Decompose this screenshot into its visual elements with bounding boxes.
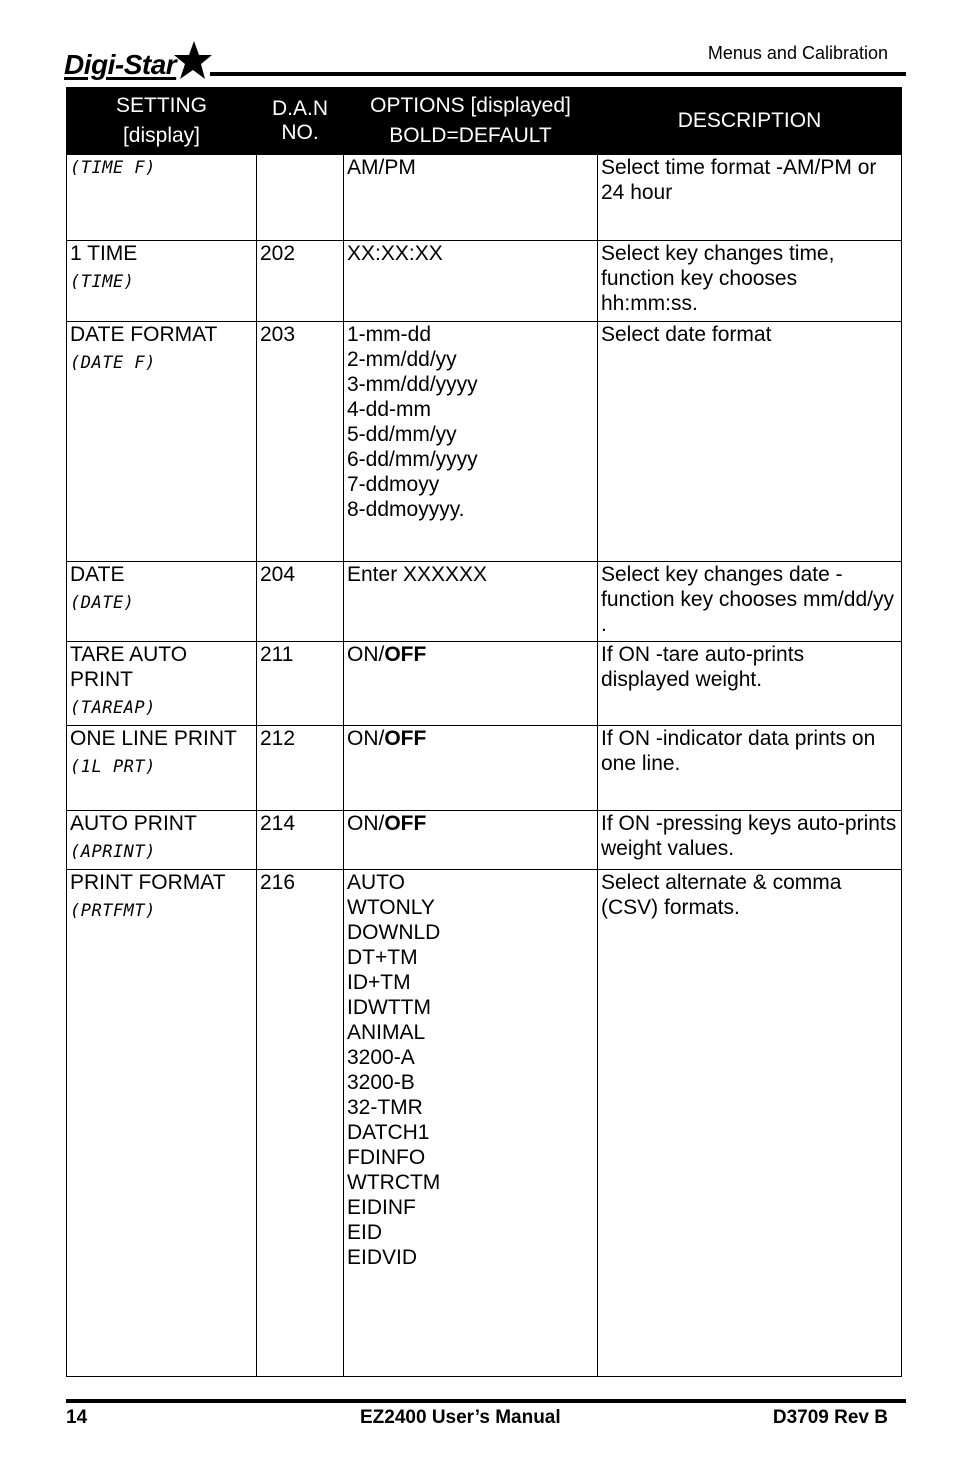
dan-cell: 202 [257, 241, 344, 322]
setting-name: TARE AUTO PRINT [70, 643, 188, 691]
setting-name: AUTO PRINT [70, 812, 197, 835]
option-item: EIDVID [347, 1246, 418, 1269]
option-item: 1-mm-dd [347, 323, 432, 346]
display-code: (PRTFMT) [70, 901, 156, 921]
display-code: (TIME F) [70, 158, 156, 178]
option-item: 6-dd/mm/yyyy [347, 448, 478, 471]
description-cell: If ON -tare auto-prints displayed weight. [598, 642, 902, 726]
star-icon [172, 40, 212, 80]
dan-cell: 214 [257, 811, 344, 870]
header-rule [210, 72, 906, 76]
setting-name: 1 TIME [70, 242, 138, 265]
dan-cell: 216 [257, 870, 344, 1377]
description-cell: Select key changes date - function key chooses mm/dd/yy . [598, 562, 902, 642]
setting-name: PRINT FORMAT [70, 871, 226, 894]
options-cell [344, 642, 598, 726]
options-header-line2: BOLD=DEFAULT [389, 124, 552, 147]
option-item: DOWNLD [347, 921, 441, 944]
setting-cell [67, 241, 257, 322]
option-item: XX:XX:XX [347, 242, 443, 265]
option-item: 5-dd/mm/yy [347, 423, 457, 446]
option-default: OFF [384, 643, 427, 666]
setting-cell [67, 155, 257, 241]
table-row [67, 562, 902, 642]
option-item: ANIMAL [347, 1021, 426, 1044]
settings-table [66, 87, 902, 1377]
table-row [67, 642, 902, 726]
options-cell [344, 562, 598, 642]
option-item: IDWTTM [347, 996, 431, 1019]
setting-cell [67, 322, 257, 562]
display-code: (TAREAP) [70, 698, 156, 718]
description-cell: Select key changes time, function key chooses hh:mm:ss. [598, 241, 902, 322]
page-number: 14 [66, 1407, 88, 1428]
table-header-row [67, 88, 902, 155]
option-item: Enter XXXXXX [347, 563, 488, 586]
option-on: ON/ [347, 643, 385, 666]
dan-cell: 212 [257, 726, 344, 811]
table-row [67, 155, 902, 241]
setting-name: DATE [70, 563, 125, 586]
description-cell: Select alternate & comma (CSV) formats. [598, 870, 902, 1377]
option-item: 4-dd-mm [347, 398, 432, 421]
description-cell: Select date format [598, 322, 902, 562]
option-item: FDINFO [347, 1146, 426, 1169]
option-item: 7-ddmoyy [347, 473, 440, 496]
dan-cell: 204 [257, 562, 344, 642]
digi-star-logo [64, 40, 212, 82]
table-row [67, 811, 902, 870]
option-item: EID [347, 1221, 383, 1244]
table-row [67, 322, 902, 562]
document-id: D3709 Rev B [772, 1407, 888, 1428]
option-item: 2-mm/dd/yy [347, 348, 457, 371]
display-code: (DATE F) [70, 353, 156, 373]
option-item: 32-TMR [347, 1096, 423, 1119]
options-cell [344, 811, 598, 870]
option-item: EIDINF [347, 1196, 416, 1219]
setting-cell [67, 562, 257, 642]
display-code: (1L PRT) [70, 757, 156, 777]
setting-name: DATE FORMAT [70, 323, 218, 346]
option-item: 8-ddmoyyyy. [347, 498, 465, 521]
column-header-description: DESCRIPTION [598, 88, 902, 155]
footer-rule [66, 1399, 906, 1403]
description-cell: If ON -indicator data prints on one line. [598, 726, 902, 811]
option-item: AM/PM [347, 156, 416, 179]
setting-cell [67, 726, 257, 811]
option-item: AUTO [347, 871, 405, 894]
options-cell [344, 322, 598, 562]
setting-cell [67, 642, 257, 726]
option-item: 3200-B [347, 1071, 415, 1094]
table-row [67, 241, 902, 322]
option-item: DT+TM [347, 946, 418, 969]
setting-cell [67, 870, 257, 1377]
option-on: ON/ [347, 727, 385, 750]
dan-cell [257, 155, 344, 241]
dan-cell: 211 [257, 642, 344, 726]
column-header-options [344, 88, 598, 155]
manual-title: EZ2400 User’s Manual [360, 1407, 561, 1428]
description-cell: If ON -pressing keys auto-prints weight values. [598, 811, 902, 870]
setting-name: ONE LINE PRINT [70, 727, 237, 750]
option-on: ON/ [347, 812, 385, 835]
display-code: (APRINT) [70, 842, 156, 862]
display-code: (TIME) [70, 272, 135, 292]
option-item: WTONLY [347, 896, 435, 919]
option-item: WTRCTM [347, 1171, 441, 1194]
description-cell: Select time format -AM/PM or 24 hour [598, 155, 902, 241]
options-cell [344, 726, 598, 811]
setting-cell [67, 811, 257, 870]
dan-cell: 203 [257, 322, 344, 562]
option-item: ID+TM [347, 971, 411, 994]
options-cell [344, 241, 598, 322]
dan-header-line1: D.A.N [271, 97, 328, 120]
option-item: 3200-A [347, 1046, 415, 1069]
options-header-line1: OPTIONS [displayed] [370, 94, 571, 117]
options-cell [344, 870, 598, 1377]
display-code: (DATE) [70, 593, 135, 613]
option-item: DATCH1 [347, 1121, 430, 1144]
table-row [67, 870, 902, 1377]
option-default: OFF [384, 727, 427, 750]
options-cell [344, 155, 598, 241]
option-item: 3-mm/dd/yyyy [347, 373, 478, 396]
dan-header-line2: NO. [281, 121, 319, 144]
setting-header-line2: [display] [122, 124, 201, 147]
logo-text: Digi-Star [64, 49, 177, 80]
setting-header-line1: SETTING [115, 94, 207, 117]
section-title: Menus and Calibration [707, 43, 888, 63]
column-header-dan [257, 88, 344, 155]
option-default: OFF [384, 812, 427, 835]
column-header-setting [67, 88, 257, 155]
table-row [67, 726, 902, 811]
